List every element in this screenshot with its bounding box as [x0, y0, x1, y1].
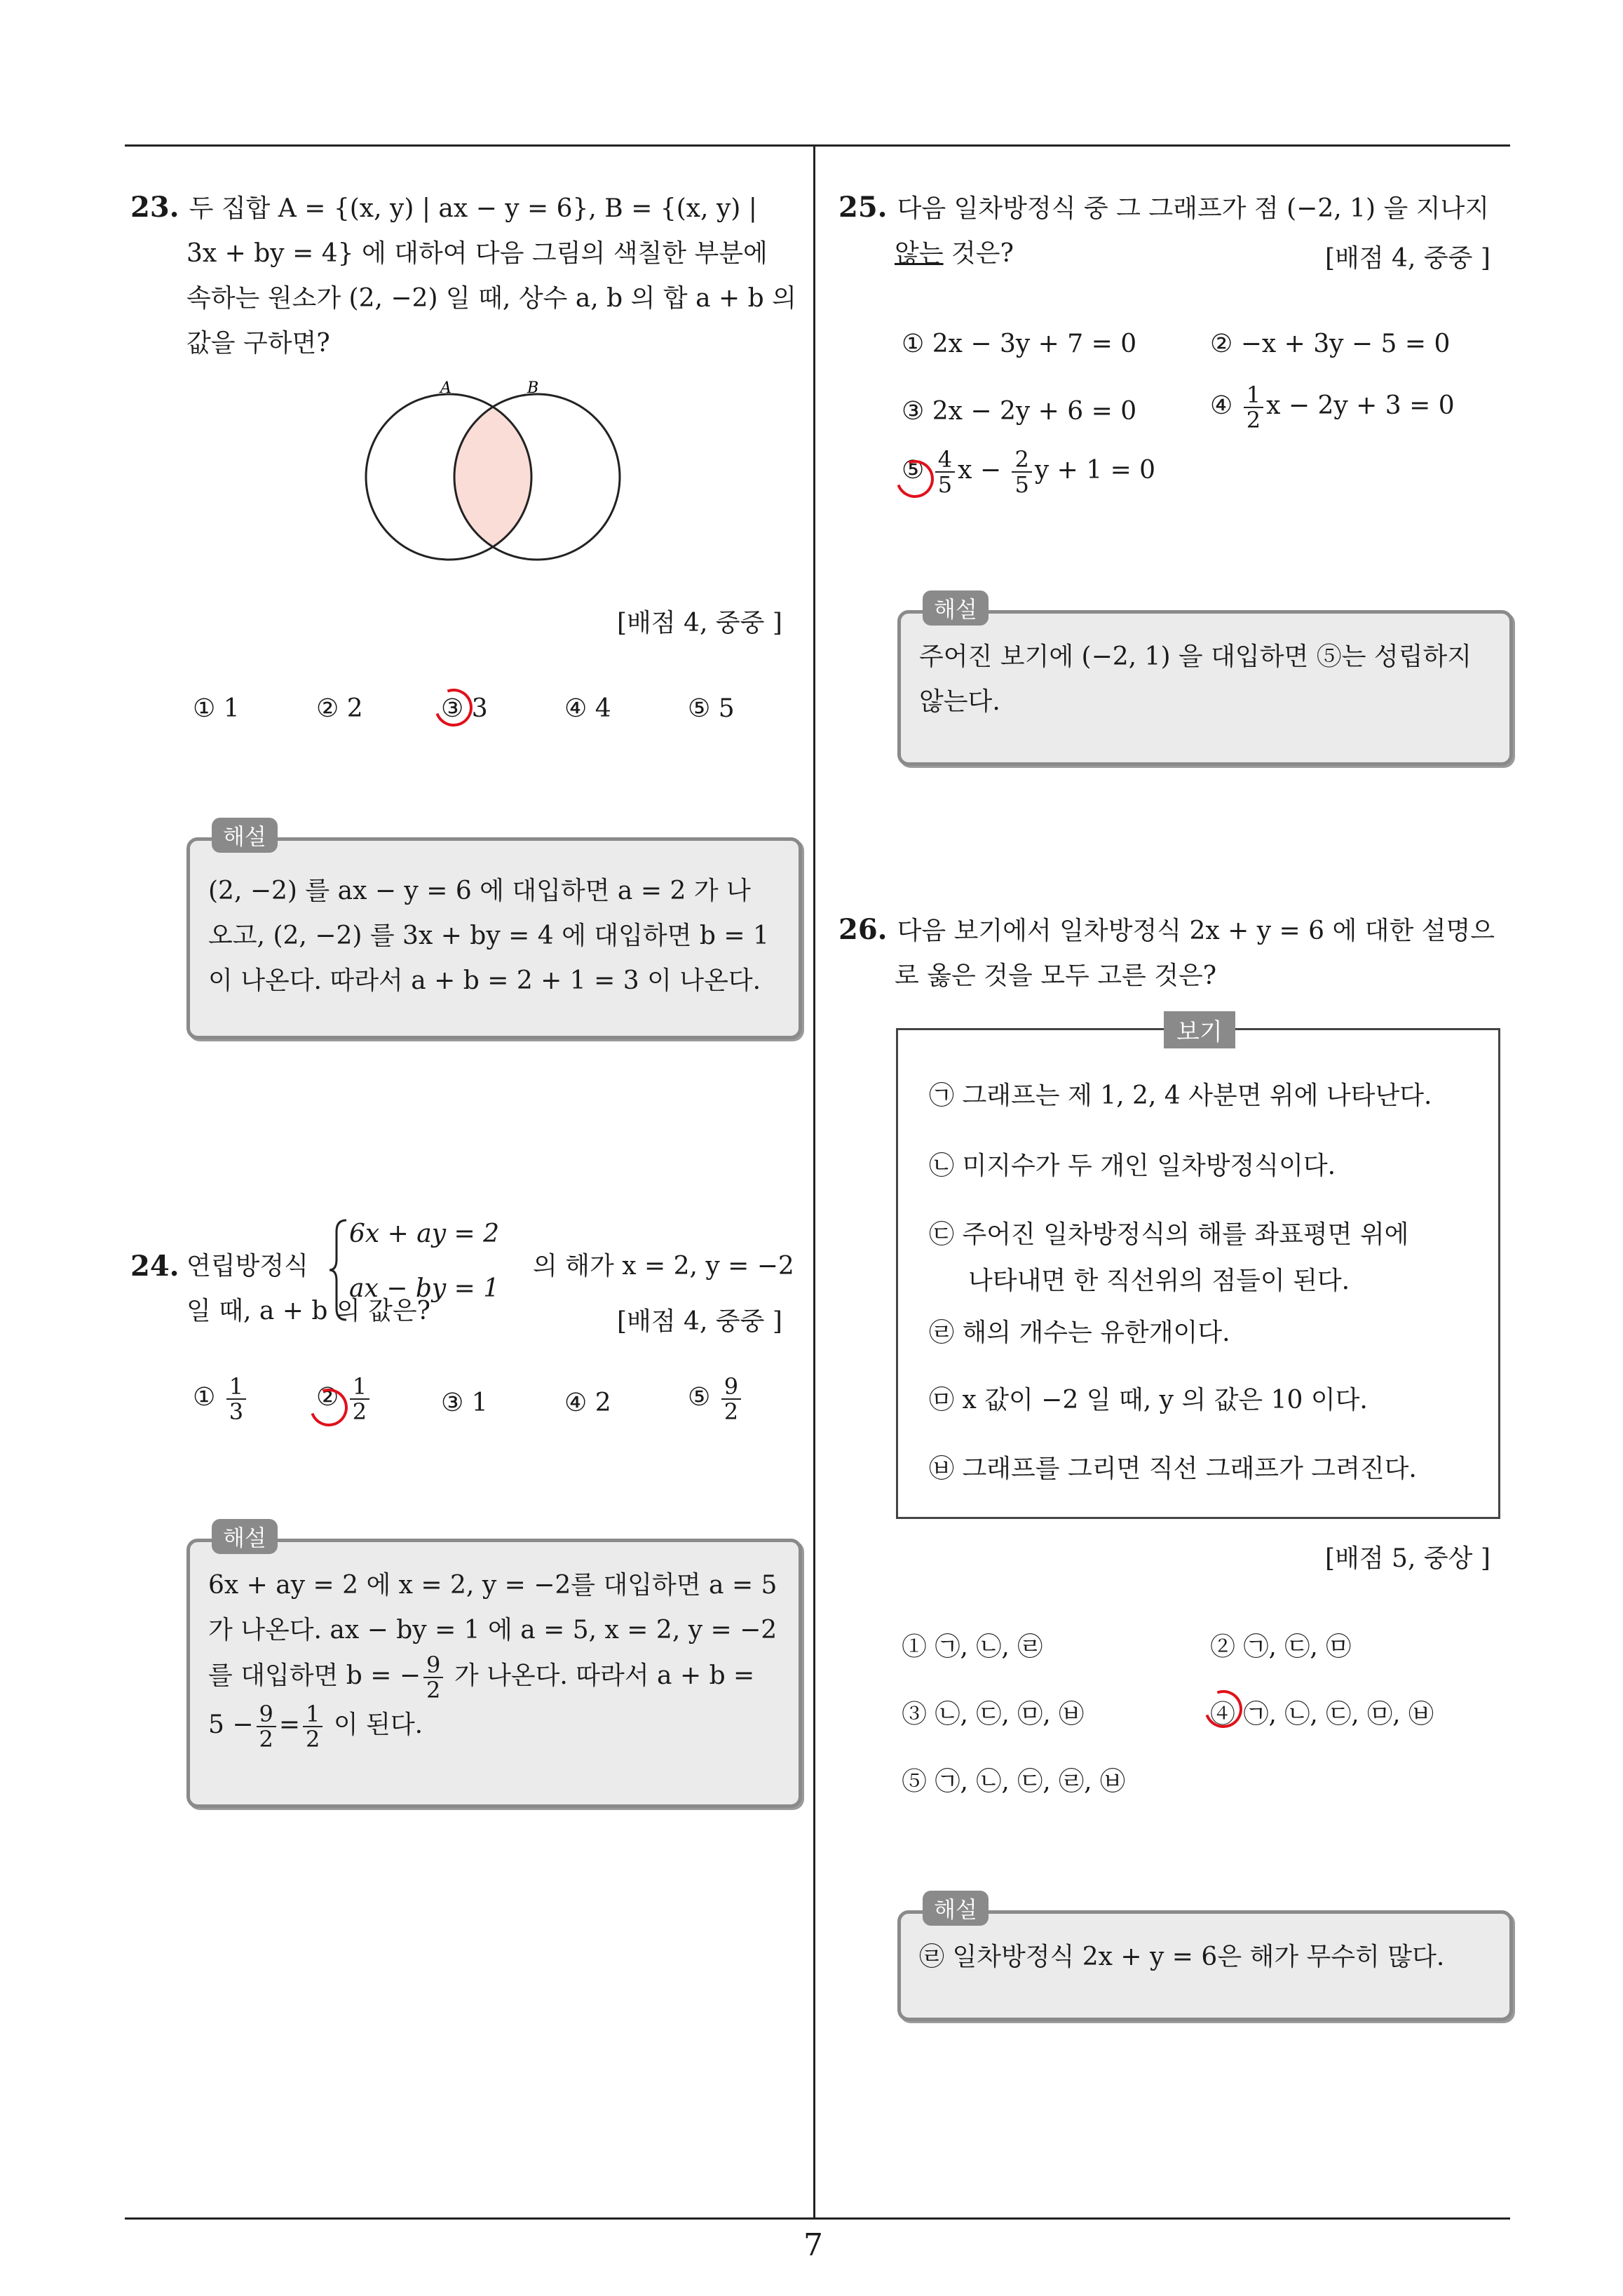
option-2[interactable]: ② −x + 3y − 5 = 0: [1210, 330, 1451, 358]
solution-box-26: [897, 1910, 1513, 2021]
points-label: [배점 5, 중상 ]: [1325, 1544, 1490, 1573]
option-1[interactable]: ① $\frac{1}{3}$: [193, 1375, 249, 1424]
solution-line: 가 나온다. ax − by = 1 에 a = 5, x = 2, y = −2: [208, 1616, 777, 1645]
option-5[interactable]: ⑤ ㉠, ㉡, ㉢, ㉣, ㉥: [902, 1767, 1125, 1796]
points-label: [배점 4, 중중 ]: [617, 1307, 782, 1336]
question-prefix: 연립방정식: [186, 1252, 308, 1281]
question-number: 25.: [838, 191, 888, 224]
option-3[interactable]: ③ 3: [441, 694, 488, 723]
option-5[interactable]: ⑤ $\frac{9}{2}$: [688, 1375, 744, 1424]
question-number: 24.: [130, 1250, 179, 1283]
top-rule: [125, 144, 1510, 147]
question-number: 26.: [838, 913, 888, 946]
question-23: [130, 185, 803, 366]
option-2[interactable]: ② $\frac{1}{2}$: [316, 1375, 372, 1424]
solution-box-25: [897, 610, 1513, 766]
solution-line: 이 나온다. 따라서 a + b = 2 + 1 = 3 이 나온다.: [208, 966, 761, 995]
solution-label: 해설: [212, 1519, 278, 1554]
solution-line: 주어진 보기에 (−2, 1) 을 대입하면 ⑤는 성립하지: [919, 642, 1472, 671]
option-3[interactable]: ③ 2x − 2y + 6 = 0: [902, 397, 1137, 426]
option-2[interactable]: ② 2: [316, 694, 363, 723]
solution-box-23: [186, 837, 802, 1039]
question-25: 25. 다음 일차방정식 중 그 그래프가 점 (−2, 1) 을 지나지 않는 것은?: [838, 191, 1490, 268]
solution-box-24: 6x + ay = 2 에 x = 2, y = −2를 대입하면 a = 5 가 나온다. ax − by = 1 에 a = 5, x = 2, y = −2 를 대입하면 b = − $\frac{9}{2}$ 가 나온다. 따라서 a + b = 5 − $\frac{9}{2}$ = $\frac{1}{2}$ 이 된다.: [186, 1539, 802, 1808]
bogi-label: 보기: [1164, 1011, 1235, 1048]
bogi-item: 나타내면 한 직선위의 점들이 된다.: [968, 1267, 1350, 1295]
bogi-item: ㉣ 해의 개수는 유한개이다.: [929, 1318, 1230, 1347]
option-1[interactable]: ① 2x − 3y + 7 = 0: [902, 330, 1137, 358]
question-text-line: 다음 보기에서 일차방정식 2x + y = 6 에 대한 설명으: [897, 917, 1495, 945]
option-3[interactable]: ③ ㉡, ㉢, ㉤, ㉥: [902, 1700, 1085, 1729]
points-label: [배점 4, 중중 ]: [617, 609, 782, 637]
solution-label: 해설: [212, 818, 278, 853]
solution-label: 해설: [923, 590, 989, 626]
solution-line: ㉣ 일차방정식 2x + y = 6은 해가 무수히 많다.: [919, 1943, 1445, 1971]
option-1[interactable]: ① ㉠, ㉡, ㉣: [902, 1633, 1043, 1661]
bogi-item: ㉠ 그래프는 제 1, 2, 4 사분면 위에 나타난다.: [929, 1081, 1432, 1110]
bottom-rule: [125, 2217, 1510, 2220]
question-text-line: 일 때, a + b 의 값은?: [186, 1297, 430, 1325]
option-4[interactable]: ④ $\frac{1}{2}$ x − 2y + 3 = 0: [1210, 381, 1455, 433]
bogi-item: ㉤ x 값이 −2 일 때, y 의 값은 10 이다.: [929, 1386, 1368, 1414]
question-text-line: 로 옳은 것을 모두 고른 것은?: [895, 961, 1217, 990]
option-3[interactable]: ③ 1: [441, 1389, 488, 1417]
page-number: 7: [803, 2227, 823, 2263]
solution-line: 오고, (2, −2) 를 3x + by = 4 에 대입하면 b = 1: [208, 921, 769, 950]
column-divider: [813, 144, 815, 2219]
question-text-line: 속하는 원소가 (2, −2) 일 때, 상수 a, b 의 합 a + b 의: [186, 284, 796, 313]
option-5[interactable]: ⑤ $\frac{4}{5}$ x − $\frac{2}{5}$ y + 1 = 0: [902, 446, 1156, 498]
system-eq1: 6x + ay = 2: [349, 1220, 500, 1248]
solution-line: 를 대입하면 b = −: [208, 1661, 421, 1690]
option-2[interactable]: ② ㉠, ㉢, ㉤: [1210, 1633, 1352, 1661]
question-suffix: 의 해가 x = 2, y = −2: [533, 1252, 794, 1281]
bogi-box: [896, 1028, 1500, 1519]
bogi-item: ㉥ 그래프를 그리면 직선 그래프가 그려진다.: [929, 1454, 1417, 1483]
question-text-line: 두 집합 A = {(x, y) | ax − y = 6}, B = {(x, y) |: [189, 194, 757, 223]
question-text-line: 값을 구하면?: [186, 329, 330, 358]
question-number: 23.: [130, 191, 179, 224]
bogi-item: ㉢ 주어진 일차방정식의 해를 좌표평면 위에: [929, 1220, 1409, 1249]
set-a-label: A: [440, 379, 451, 397]
option-4[interactable]: ④ ㉠, ㉡, ㉢, ㉤, ㉥: [1210, 1700, 1434, 1729]
solution-line: (2, −2) 를 ax − y = 6 에 대입하면 a = 2 가 나: [208, 877, 751, 905]
option-4[interactable]: ④ 2: [564, 1389, 611, 1417]
system-eq2: ax − by = 1: [349, 1274, 500, 1303]
question-26: [838, 907, 1512, 999]
option-4[interactable]: ④ 4: [564, 694, 611, 723]
set-b-label: B: [527, 379, 539, 397]
solution-line: 않는다.: [919, 687, 1000, 716]
solution-line: 6x + ay = 2 에 x = 2, y = −2를 대입하면 a = 5: [208, 1571, 777, 1600]
underlined-word: 않는: [895, 239, 944, 268]
option-5[interactable]: ⑤ 5: [688, 694, 735, 723]
solution-label: 해설: [923, 1891, 989, 1926]
question-text-line: 3x + by = 4} 에 대하여 다음 그림의 색칠한 부분에: [186, 239, 768, 268]
venn-diagram: [365, 379, 624, 568]
bogi-item: ㉡ 미지수가 두 개인 일차방정식이다.: [929, 1152, 1336, 1180]
answer-circle-mark: [428, 682, 479, 733]
question-text-line: 다음 일차방정식 중 그 그래프가 점 (−2, 1) 을 지나지: [897, 194, 1490, 223]
points-label: [배점 4, 중중 ]: [1325, 244, 1490, 273]
option-1[interactable]: ① 1: [193, 694, 240, 723]
